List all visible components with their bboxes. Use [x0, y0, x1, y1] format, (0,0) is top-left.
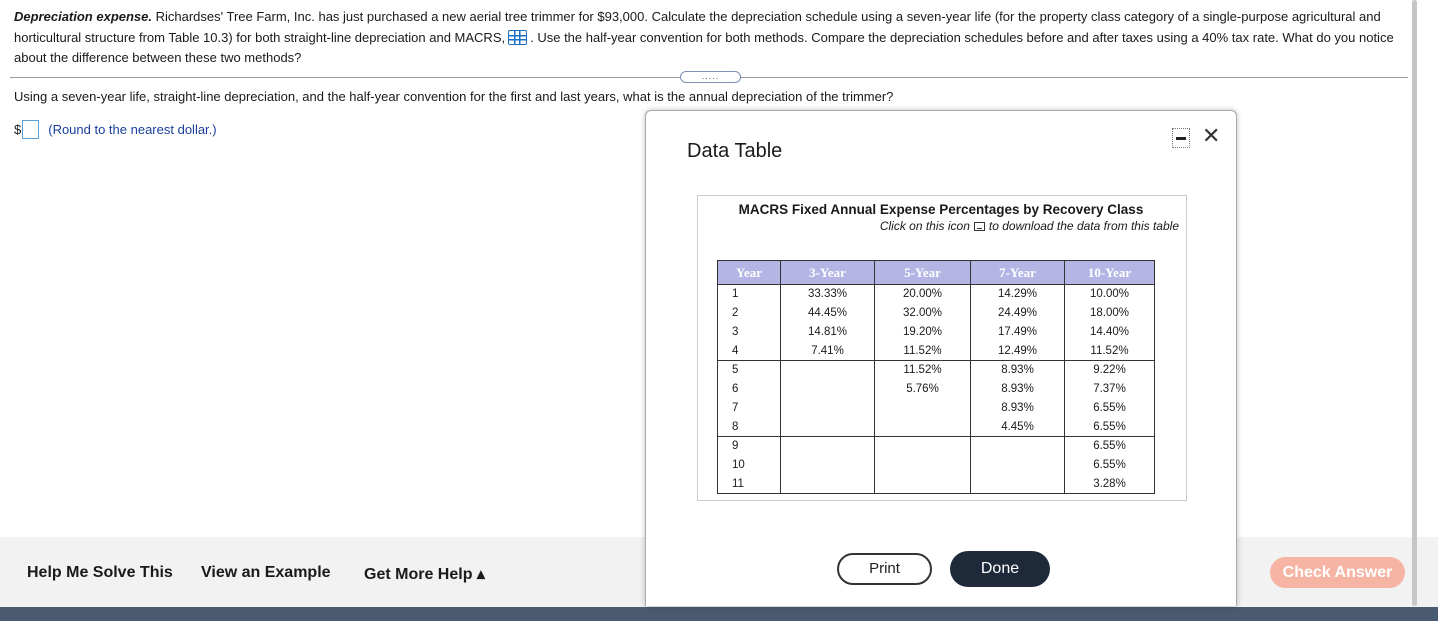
- percent-cell: [875, 418, 971, 437]
- table-row: [718, 437, 1155, 456]
- download-hint-before: Click on this icon: [879, 219, 970, 233]
- percent-cell: 6.55%: [1065, 399, 1155, 418]
- percent-cell: 7.37%: [1065, 380, 1155, 399]
- data-table-icon[interactable]: [508, 30, 527, 45]
- percent-cell: [971, 475, 1065, 494]
- percent-cell: 7.41%: [781, 342, 875, 361]
- question-body-2: . Use the half-year convention for both methods. Compare the depreciation schedules before and after taxes using a 40% tax rate. What do you notice about the difference between these two methods?: [14, 29, 1394, 65]
- table-row: [718, 304, 1155, 323]
- table-row: [718, 418, 1155, 437]
- column-header: Year: [718, 261, 781, 285]
- currency-symbol: $: [14, 122, 22, 137]
- table-row: [718, 342, 1155, 361]
- download-icon[interactable]: [974, 222, 985, 231]
- percent-cell: 18.00%: [1065, 304, 1155, 323]
- percent-cell: 11.52%: [875, 342, 971, 361]
- percent-cell: 8.93%: [971, 361, 1065, 380]
- percent-cell: 12.49%: [971, 342, 1065, 361]
- taskbar: [0, 607, 1438, 621]
- table-panel: [697, 195, 1187, 501]
- table-body: [718, 285, 1155, 494]
- percent-cell: 14.29%: [971, 285, 1065, 304]
- percent-cell: [971, 456, 1065, 475]
- download-hint-after: to download the data from this table: [988, 219, 1179, 233]
- percent-cell: [781, 437, 875, 456]
- percent-cell: [781, 399, 875, 418]
- dialog-title: Data Table: [687, 140, 783, 162]
- column-header: 7-Year: [971, 261, 1065, 285]
- print-button[interactable]: Print: [837, 553, 932, 585]
- percent-cell: 6.55%: [1065, 456, 1155, 475]
- percent-cell: 17.49%: [971, 323, 1065, 342]
- percent-cell: 14.81%: [781, 323, 875, 342]
- percent-cell: [781, 361, 875, 380]
- check-answer-button[interactable]: Check Answer: [1270, 557, 1405, 588]
- percent-cell: [971, 437, 1065, 456]
- percent-cell: 9.22%: [1065, 361, 1155, 380]
- macrs-table: [717, 260, 1155, 494]
- download-hint: [880, 219, 1179, 233]
- answer-row: [14, 120, 217, 139]
- rounding-note: (Round to the nearest dollar.): [48, 122, 217, 137]
- answer-input[interactable]: [22, 120, 39, 139]
- percent-cell: 8.93%: [971, 399, 1065, 418]
- year-cell: 4: [718, 342, 781, 361]
- table-row: [718, 361, 1155, 380]
- percent-cell: 3.28%: [1065, 475, 1155, 494]
- close-icon[interactable]: ✕: [1202, 123, 1221, 148]
- year-cell: 8: [718, 418, 781, 437]
- year-cell: 10: [718, 456, 781, 475]
- question-text: [14, 7, 1394, 69]
- percent-cell: [781, 380, 875, 399]
- view-example-button[interactable]: View an Example: [201, 564, 331, 581]
- data-table-dialog: [645, 110, 1237, 606]
- percent-cell: [781, 456, 875, 475]
- table-row: [718, 475, 1155, 494]
- percent-cell: [875, 399, 971, 418]
- subquestion-text: Using a seven-year life, straight-line depreciation, and the half-year convention for the first and last years, what is the annual depreciation of the trimmer?: [14, 89, 894, 104]
- question-lead: Depreciation expense.: [14, 9, 152, 24]
- percent-cell: [875, 456, 971, 475]
- table-row: [718, 285, 1155, 304]
- percent-cell: 19.20%: [875, 323, 971, 342]
- column-header: 5-Year: [875, 261, 971, 285]
- minimize-icon[interactable]: [1172, 128, 1190, 148]
- percent-cell: 4.45%: [971, 418, 1065, 437]
- column-header: 10-Year: [1065, 261, 1155, 285]
- percent-cell: 33.33%: [781, 285, 875, 304]
- percent-cell: 10.00%: [1065, 285, 1155, 304]
- percent-cell: [781, 475, 875, 494]
- table-row: [718, 399, 1155, 418]
- percent-cell: 6.55%: [1065, 437, 1155, 456]
- percent-cell: 11.52%: [875, 361, 971, 380]
- percent-cell: [781, 418, 875, 437]
- expand-toggle-button[interactable]: .....: [680, 71, 741, 83]
- year-cell: 1: [718, 285, 781, 304]
- year-cell: 6: [718, 380, 781, 399]
- help-me-solve-button[interactable]: Help Me Solve This: [27, 564, 173, 581]
- percent-cell: 24.49%: [971, 304, 1065, 323]
- column-header: 3-Year: [781, 261, 875, 285]
- table-row: [718, 456, 1155, 475]
- year-cell: 9: [718, 437, 781, 456]
- year-cell: 3: [718, 323, 781, 342]
- percent-cell: 32.00%: [875, 304, 971, 323]
- percent-cell: 8.93%: [971, 380, 1065, 399]
- percent-cell: 5.76%: [875, 380, 971, 399]
- year-cell: 11: [718, 475, 781, 494]
- percent-cell: 11.52%: [1065, 342, 1155, 361]
- percent-cell: 6.55%: [1065, 418, 1155, 437]
- percent-cell: [875, 437, 971, 456]
- scrollbar[interactable]: [1412, 0, 1417, 606]
- percent-cell: 20.00%: [875, 285, 971, 304]
- done-button[interactable]: Done: [950, 551, 1050, 587]
- question-body-1: Richardses' Tree Farm, Inc. has just purchased a new aerial tree trimmer for $93,000. Calculate the depreciation schedule using a seven-year life (for the property class category of a single-purpose agricultural and horticultural structure from Table 10.3) for both straight-line depreciation and MACRS,: [14, 9, 1381, 45]
- year-cell: 2: [718, 304, 781, 323]
- year-cell: 5: [718, 361, 781, 380]
- table-row: [718, 380, 1155, 399]
- year-cell: 7: [718, 399, 781, 418]
- get-more-help-button[interactable]: Get More Help ▴: [364, 566, 485, 583]
- table-row: [718, 323, 1155, 342]
- percent-cell: 14.40%: [1065, 323, 1155, 342]
- percent-cell: [875, 475, 971, 494]
- table-title: MACRS Fixed Annual Expense Percentages by Recovery Class: [738, 202, 1144, 217]
- percent-cell: 44.45%: [781, 304, 875, 323]
